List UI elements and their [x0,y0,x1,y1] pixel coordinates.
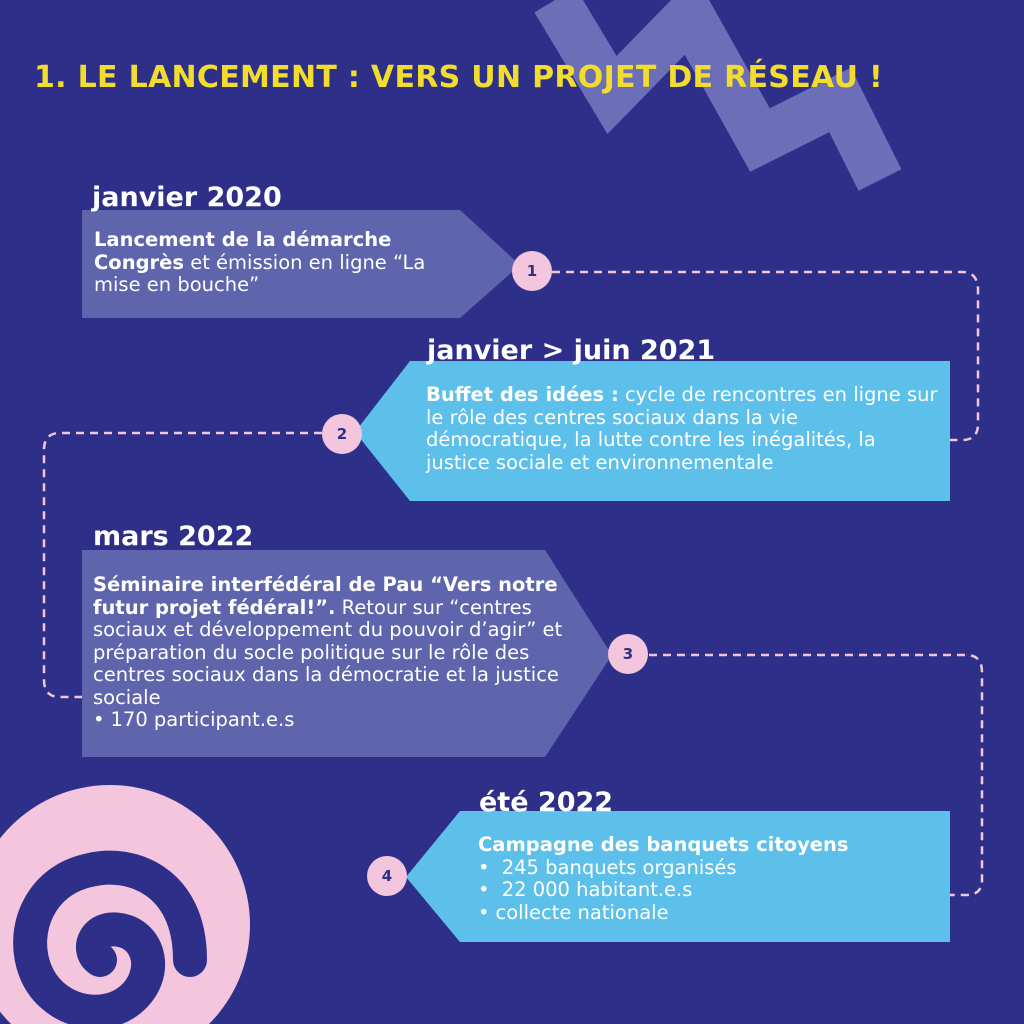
step-4-bullet-1: • 245 banquets organisés [478,855,737,879]
step-2-bold: Buffet des idées : [426,383,619,406]
step-3-bold: Séminaire interfédéral de Pau “Vers notre futur projet fédéral!”. [93,573,558,619]
step-2-desc: cycle de rencontres en ligne sur le rôle des centres sociaux dans la vie démocratique, la lutte contre les inégalités, la justice sociale et environnementale [426,383,938,474]
step-4-date: été 2022 [479,787,614,818]
step-2-date: janvier > juin 2021 [427,335,716,366]
step-2-text [426,384,938,474]
step-3-date: mars 2022 [93,521,254,552]
step-4-bold: Campagne des banquets citoyens [478,833,849,856]
step-1-text [94,229,474,297]
page-title: 1. LE LANCEMENT : VERS UN PROJET DE RÉSEAU ! [34,60,883,95]
step-4-bullet-3: • collecte nationale [478,900,669,924]
step-1-badge: 1 [512,251,552,291]
step-2-badge: 2 [322,414,362,454]
step-4-badge: 4 [367,856,407,896]
step-3-badge: 3 [608,634,648,674]
step-1-date: janvier 2020 [92,182,282,213]
step-1-bold: Lancement de la démarche Congrès [94,228,392,274]
step-1-desc: et émission en ligne “La mise en bouche” [94,250,426,296]
step-3-bullet-1: • 170 participant.e.s [93,708,295,731]
step-4-text [478,834,938,924]
step-3-text [93,574,581,732]
step-4-bullet-2: • 22 000 habitant.e.s [478,878,693,901]
step-3-desc: Retour sur “centres sociaux et développement du pouvoir d’agir” et préparation du socle politique sur le rôle des centres sociaux dans la démocratie et la justice sociale [93,595,563,709]
